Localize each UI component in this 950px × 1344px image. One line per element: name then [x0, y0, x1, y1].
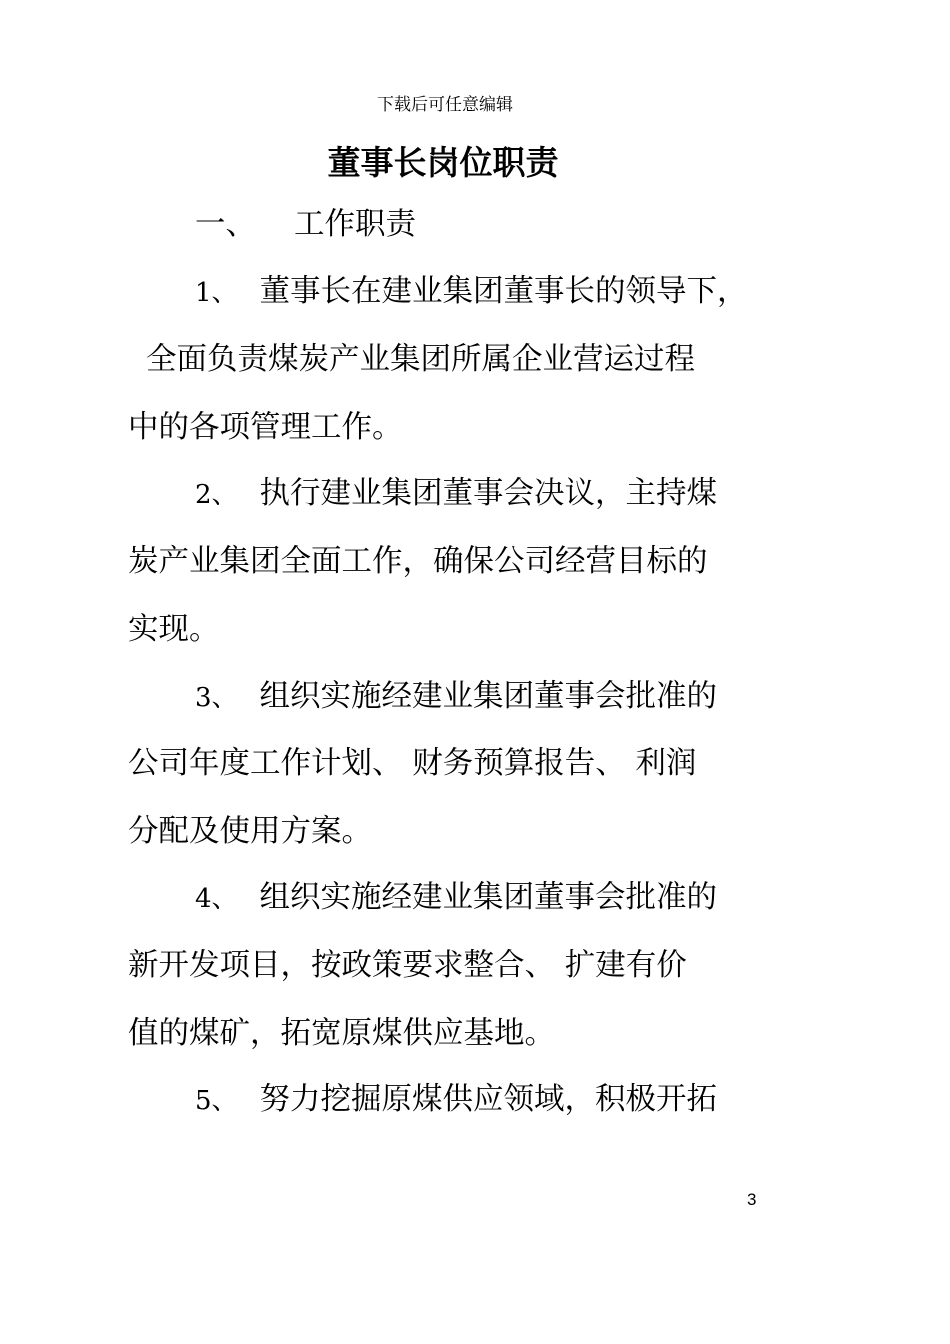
list-item-3-line-2: 公司年度工作计划、 财务预算报告、 利润 [128, 746, 697, 781]
item-number: 1、 [195, 278, 238, 308]
list-item-1-first-line [195, 272, 748, 313]
list-item-2-line-3: 实现。 [128, 612, 220, 647]
item-number: 5、 [195, 1086, 238, 1116]
item-text: 董事长在建业集团董事长的领导下， [259, 274, 748, 309]
item-text: 组织实施经建业集团董事会批准的 [259, 679, 718, 714]
list-item-4-line-3: 值的煤矿，拓宽原煤供应基地。 [128, 1016, 555, 1051]
list-item-2-first-line [195, 474, 717, 515]
list-item-1-line-2: 全面负责煤炭产业集团所属企业营运过程 [146, 342, 695, 377]
list-item-1-line-3: 中的各项管理工作。 [128, 410, 403, 445]
item-number: 2、 [195, 480, 238, 510]
list-item-5-first-line [195, 1080, 717, 1121]
item-number: 3、 [195, 683, 238, 713]
item-text: 执行建业集团董事会决议，主持煤 [259, 476, 718, 511]
item-number: 4、 [195, 884, 238, 914]
item-text: 努力挖掘原煤供应领域，积极开拓 [259, 1082, 718, 1117]
header-note: 下载后可任意编辑 [377, 95, 513, 115]
list-item-4-first-line [195, 878, 717, 919]
page-title: 董事长岗位职责 [327, 143, 559, 182]
page-number: 3 [747, 1190, 757, 1209]
item-text: 组织实施经建业集团董事会批准的 [259, 880, 718, 915]
list-item-3-first-line [195, 677, 717, 718]
section-heading-text: 工作职责 [294, 207, 416, 242]
section-heading [195, 205, 416, 245]
section-marker: 一、 [195, 207, 256, 242]
list-item-2-line-2: 炭产业集团全面工作，确保公司经营目标的 [128, 544, 708, 579]
list-item-4-line-2: 新开发项目，按政策要求整合、 扩建有价 [128, 948, 687, 983]
list-item-3-line-3: 分配及使用方案。 [128, 814, 372, 849]
